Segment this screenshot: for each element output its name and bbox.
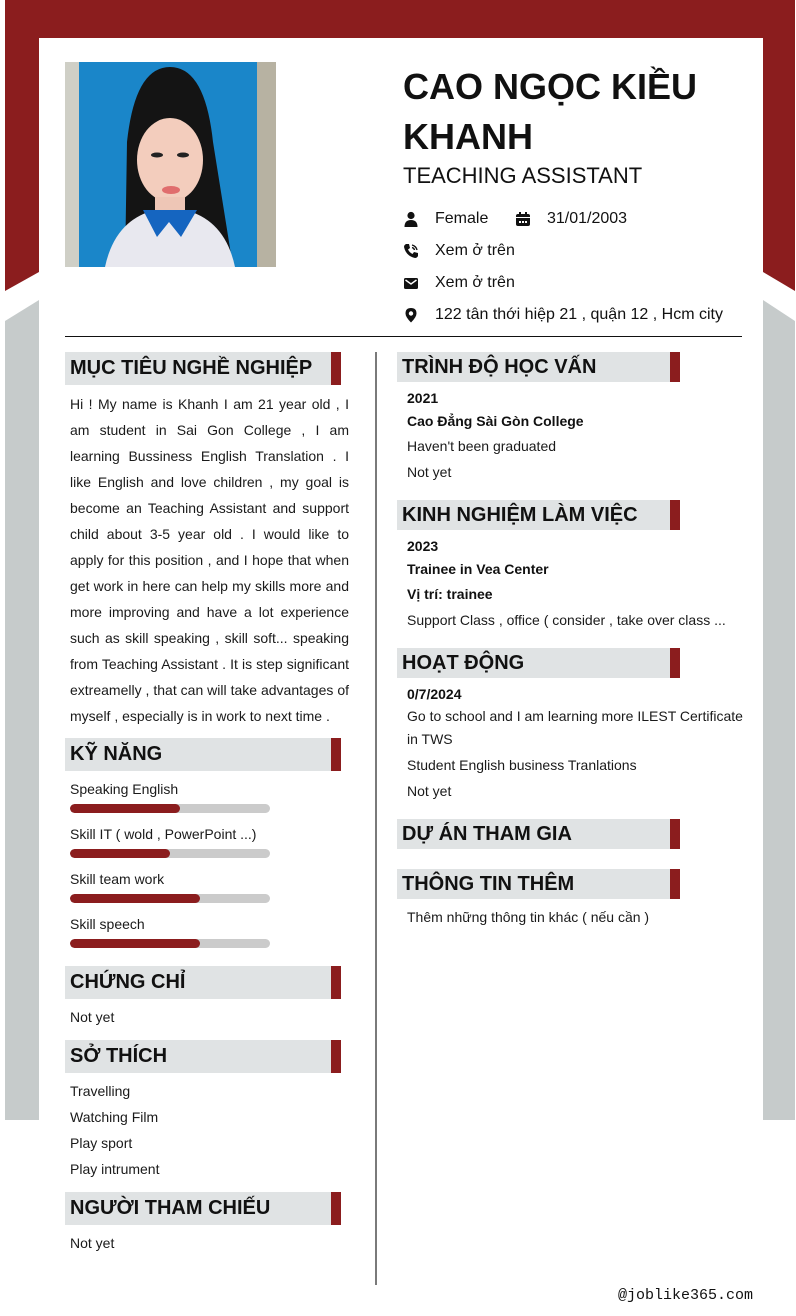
skill-label: Skill team work <box>70 871 165 887</box>
dob-value: 31/01/2003 <box>547 210 628 227</box>
experience-year: 2023 <box>407 538 439 554</box>
section-accent <box>670 352 680 382</box>
watermark: @joblike365.com <box>618 1287 754 1304</box>
skill-label: Skill IT ( wold , PowerPoint ...) <box>70 826 257 842</box>
references-text: Not yet <box>70 1235 115 1251</box>
section-title: CHỨNG CHỈ <box>70 971 186 993</box>
section-header-references <box>65 1192 341 1225</box>
right-accent-strip <box>763 0 795 292</box>
section-header-skills <box>65 738 341 771</box>
calendar-icon <box>515 211 531 227</box>
phone-icon <box>403 243 419 259</box>
column-divider <box>375 352 377 1285</box>
section-title: NGƯỜI THAM CHIẾU <box>70 1197 271 1219</box>
section-title: TRÌNH ĐỘ HỌC VẤN <box>402 356 597 378</box>
section-accent <box>331 1192 341 1225</box>
section-title: KỸ NĂNG <box>70 743 163 765</box>
education-status: Haven't been graduated <box>407 438 557 454</box>
email-row <box>403 273 515 293</box>
section-accent <box>670 500 680 530</box>
objective-text: Hi ! My name is Khanh I am 21 year old , I am student in Sai Gon College , I am learning Bussiness English Translation . I like English and love children , my goal is become an Teaching Assistant and support child about 3-5 year old . I would like to apply for this position , and I hope that when get work in here can help my skills more and more improving and have a lot experience such as skill speaking , skill soft... speaking from Teaching Assistant . It is step significant extreamelly , that can will take advantages of myself , especially is in work to next time . <box>70 396 349 724</box>
address-value: 122 tân thới hiệp 21 , quận 12 , Hcm city <box>435 306 723 323</box>
section-accent <box>670 819 680 849</box>
header-band <box>5 0 795 38</box>
user-icon <box>403 211 419 227</box>
address-row <box>403 305 723 325</box>
phone-value: Xem ở trên <box>435 242 515 259</box>
section-title: THÔNG TIN THÊM <box>402 873 575 895</box>
education-school: Cao Đẳng Sài Gòn College <box>407 413 584 429</box>
hobby-item: Travelling <box>70 1083 131 1099</box>
activity-note: Not yet <box>407 783 452 799</box>
additional-info-text: Thêm những thông tin khác ( nếu cần ) <box>407 909 650 925</box>
job-title: TEACHING ASSISTANT <box>403 163 643 188</box>
candidate-name: CAO NGỌC KIỀU KHANH <box>403 66 698 157</box>
gender-value: Female <box>435 210 489 227</box>
section-title: MỤC TIÊU NGHỀ NGHIỆP <box>70 357 313 379</box>
section-accent <box>331 352 341 385</box>
section-accent <box>331 1040 341 1073</box>
skill-label: Speaking English <box>70 781 179 797</box>
experience-company: Trainee in Vea Center <box>407 561 549 577</box>
section-title: KINH NGHIỆM LÀM VIỆC <box>402 504 638 526</box>
left-accent-strip <box>5 0 39 292</box>
skill-label: Skill speech <box>70 916 145 932</box>
dob-row <box>515 209 627 229</box>
certificates-text: Not yet <box>70 1009 115 1025</box>
skill-progress-fill <box>70 939 200 948</box>
portrait-image <box>65 62 276 267</box>
section-header-hobbies <box>65 1040 341 1073</box>
section-title: SỞ THÍCH <box>70 1045 168 1067</box>
hobby-item: Play sport <box>70 1135 133 1151</box>
skill-progress-fill <box>70 849 170 858</box>
education-note: Not yet <box>407 464 452 480</box>
skill-progress-bar <box>70 894 270 903</box>
skill-progress-bar <box>70 804 270 813</box>
activity-role: Student English business Tranlations <box>407 757 637 773</box>
section-header-activities <box>397 648 680 678</box>
section-header-objective <box>65 352 341 385</box>
envelope-icon <box>403 275 419 291</box>
section-accent <box>331 966 341 999</box>
skill-progress-bar <box>70 939 270 948</box>
section-header-additional-info <box>397 869 680 899</box>
section-header-experience <box>397 500 680 530</box>
skill-progress-bar <box>70 849 270 858</box>
hobby-item: Watching Film <box>70 1109 159 1125</box>
skill-progress-fill <box>70 804 180 813</box>
experience-position: Vị trí: trainee <box>407 586 493 602</box>
left-gray-strip <box>5 300 39 1120</box>
map-marker-icon <box>403 307 419 323</box>
email-value: Xem ở trên <box>435 274 515 291</box>
section-header-projects <box>397 819 680 849</box>
section-accent <box>670 648 680 678</box>
education-year: 2021 <box>407 390 439 406</box>
section-accent <box>331 738 341 771</box>
section-title: HOẠT ĐỘNG <box>402 652 525 674</box>
header-divider <box>65 336 742 337</box>
experience-description: Support Class , office ( consider , take over class ... <box>407 612 726 628</box>
activity-description: Go to school and I am learning more ILEST Certificate in TWS <box>407 708 743 747</box>
section-accent <box>670 869 680 899</box>
section-header-education <box>397 352 680 382</box>
skill-progress-fill <box>70 894 200 903</box>
section-title: DỰ ÁN THAM GIA <box>402 823 572 845</box>
gender-row <box>403 209 488 229</box>
activity-date: 0/7/2024 <box>407 686 462 702</box>
hobby-item: Play intrument <box>70 1161 160 1177</box>
profile-photo <box>65 62 276 267</box>
phone-row <box>403 241 515 261</box>
right-gray-strip <box>763 300 795 1120</box>
section-header-certificates <box>65 966 341 999</box>
